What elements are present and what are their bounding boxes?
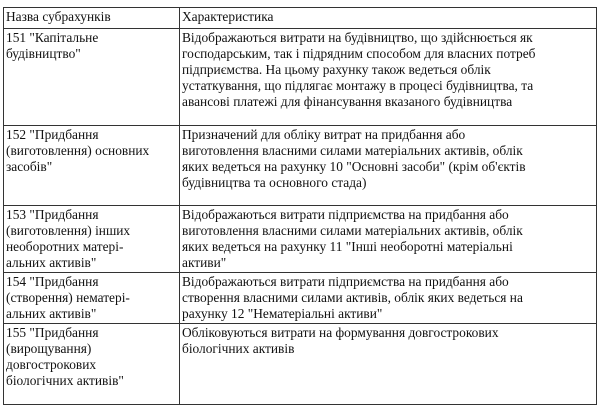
subaccount-description-cell: Відображаються витрати підприємства на придбання або виготовлення власними силами матеріальних активів, облік яких ведеться на рахунку 11 "Інші необоротні матеріальні активи" xyxy=(180,206,597,273)
header-subaccount-name: Назва субрахунків xyxy=(4,8,180,29)
subaccount-name-cell: 154 "Придбання (створення) нематері- альних активів" xyxy=(4,273,180,324)
subaccount-name-cell: 151 "Капітальне будівництво" xyxy=(4,29,180,126)
subaccount-name-cell: 153 "Придбання (виготовлення) інших необоротних матері- альних активів" xyxy=(4,206,180,273)
subaccount-description-cell: Відображаються витрати на будівництво, що здійснюється як господарським, так і підрядним способом для власних потреб підприємства. На цьому рахунку також ведеться облік устаткування, що підлягає монтажу в процесі будівництва, та авансові платежі для фінансування вказаного будівництва xyxy=(180,29,597,126)
table-row xyxy=(4,126,597,206)
table-row xyxy=(4,273,597,324)
subaccount-description-cell: Обліковуються витрати на формування довгострокових біологічних активів xyxy=(180,324,597,405)
subaccounts-table xyxy=(3,7,597,405)
subaccount-name-cell: 155 "Придбання (вирощування) довгострокових біологічних активів" xyxy=(4,324,180,405)
subaccount-description-cell: Призначений для обліку витрат на придбання або виготовлення власними силами матеріальних активів, облік яких ведеться на рахунку 10 "Основні засоби" (крім об'єктів будівництва та основного стада) xyxy=(180,126,597,206)
subaccount-description-cell: Відображаються витрати підприємства на придбання або створення власними силами активів, облік яких ведеться на рахунку 12 "Нематеріальні активи" xyxy=(180,273,597,324)
header-row xyxy=(4,8,597,29)
subaccount-name-cell: 152 "Придбання (виготовлення) основних засобів" xyxy=(4,126,180,206)
table-row xyxy=(4,29,597,126)
table-row xyxy=(4,206,597,273)
header-characteristic: Характеристика xyxy=(180,8,597,29)
table-row xyxy=(4,324,597,405)
